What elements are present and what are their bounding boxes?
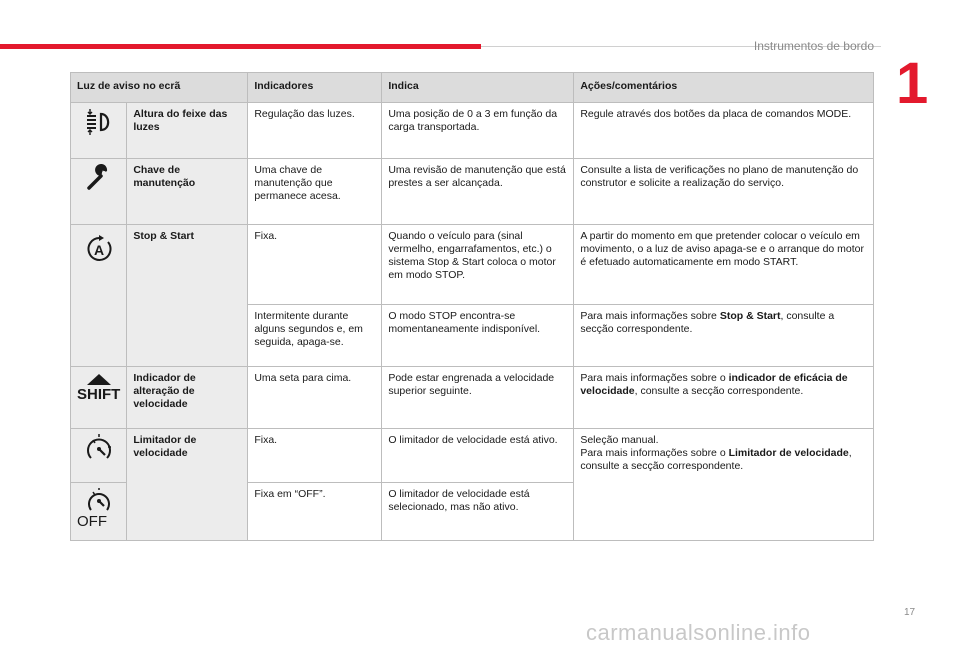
- meaning-text: O modo STOP encontra-se momentaneamente indisponível.: [382, 305, 574, 367]
- icon-cell: [71, 367, 127, 429]
- indicator-text: Regulação das luzes.: [248, 103, 382, 159]
- action-text-bold: indicador de eficácia de velocidade: [580, 372, 848, 397]
- table-header-row: [71, 73, 874, 103]
- speed-limiter-off-icon: [84, 488, 114, 512]
- meaning-text: O limitador de velocidade está ativo.: [382, 429, 574, 483]
- action-text-post: , consulte a secção correspondente.: [580, 310, 835, 335]
- meaning-text: Quando o veículo para (sinal vermelho, engarrafamentos, etc.) o sistema Stop & Start coloca o motor em modo STOP.: [382, 225, 574, 305]
- header-red-bar: [0, 44, 481, 49]
- warning-name: Altura do feixe das luzes: [127, 103, 248, 159]
- table-row: [71, 159, 874, 225]
- chapter-number: 1: [896, 51, 929, 116]
- action-text-bold: Limitador de velocidade: [728, 447, 849, 459]
- column-header-actions: Ações/comentários: [574, 73, 874, 103]
- table-row: [71, 429, 874, 483]
- meaning-text: Uma revisão de manutenção que está prestes a ser alcançada.: [382, 159, 574, 225]
- column-header-indicates: Indica: [382, 73, 574, 103]
- indicator-text: Fixa em “OFF”.: [248, 483, 382, 541]
- shift-label: SHIFT: [77, 386, 121, 403]
- action-text-line1: Seleção manual.: [580, 434, 659, 446]
- table-row: [71, 103, 874, 159]
- table-row: [71, 367, 874, 429]
- column-header-warning-light: Luz de aviso no ecrã: [71, 73, 248, 103]
- warning-lights-table: [70, 72, 874, 541]
- warning-name: Chave de manutenção: [127, 159, 248, 225]
- indicator-text: Uma chave de manutenção que permanece acesa.: [248, 159, 382, 225]
- section-title: Instrumentos de bordo: [753, 39, 874, 53]
- action-text: [574, 429, 874, 541]
- indicator-text: Uma seta para cima.: [248, 367, 382, 429]
- icon-cell: [71, 159, 127, 225]
- action-text: Regule através dos botões da placa de comandos MODE.: [574, 103, 874, 159]
- action-text-post: , consulte a secção correspondente.: [634, 385, 804, 397]
- action-text-pre: Para mais informações sobre o: [580, 447, 729, 459]
- page-number: 17: [904, 607, 916, 618]
- action-text-post: , consulte a secção correspondente.: [580, 447, 852, 472]
- indicator-text: Fixa.: [248, 225, 382, 305]
- meaning-text: O limitador de velocidade está selecionado, mas não ativo.: [382, 483, 574, 541]
- column-header-indicators: Indicadores: [248, 73, 382, 103]
- stop-start-icon: [84, 235, 114, 263]
- watermark: carmanualsonline.info: [586, 620, 811, 645]
- speed-limiter-icon: [84, 434, 114, 464]
- warning-name: Indicador de alteração de velocidade: [127, 367, 248, 429]
- gear-shift-arrow-icon: [84, 372, 114, 386]
- indicator-text: Intermitente durante alguns segundos e, em seguida, apaga-se.: [248, 305, 382, 367]
- off-label: OFF: [77, 513, 107, 530]
- action-text-pre: Para mais informações sobre: [580, 310, 720, 322]
- icon-cell: [71, 103, 127, 159]
- icon-cell: [71, 483, 127, 541]
- icon-cell: [71, 429, 127, 483]
- headlamp-leveling-icon: [84, 108, 114, 136]
- svg-text:A: A: [93, 242, 104, 258]
- icon-cell: [71, 225, 127, 367]
- action-text-bold: Stop & Start: [719, 310, 781, 322]
- action-text: [574, 305, 874, 367]
- wrench-icon: [84, 164, 114, 192]
- action-text: [574, 367, 874, 429]
- warning-name: Limitador de velocidade: [127, 429, 248, 541]
- action-text-pre: Para mais informações sobre o: [580, 372, 729, 384]
- meaning-text: Pode estar engrenada a velocidade superior seguinte.: [382, 367, 574, 429]
- meaning-text: Uma posição de 0 a 3 em função da carga transportada.: [382, 103, 574, 159]
- warning-name: Stop & Start: [127, 225, 248, 367]
- indicator-text: Fixa.: [248, 429, 382, 483]
- action-text: Consulte a lista de verificações no plano de manutenção do construtor e solicite a realização do serviço.: [574, 159, 874, 225]
- table-row: [71, 225, 874, 305]
- action-text: A partir do momento em que pretender colocar o veículo em movimento, o a luz de aviso apaga-se e o arranque do motor é efetuado automaticamente em modo START.: [574, 225, 874, 305]
